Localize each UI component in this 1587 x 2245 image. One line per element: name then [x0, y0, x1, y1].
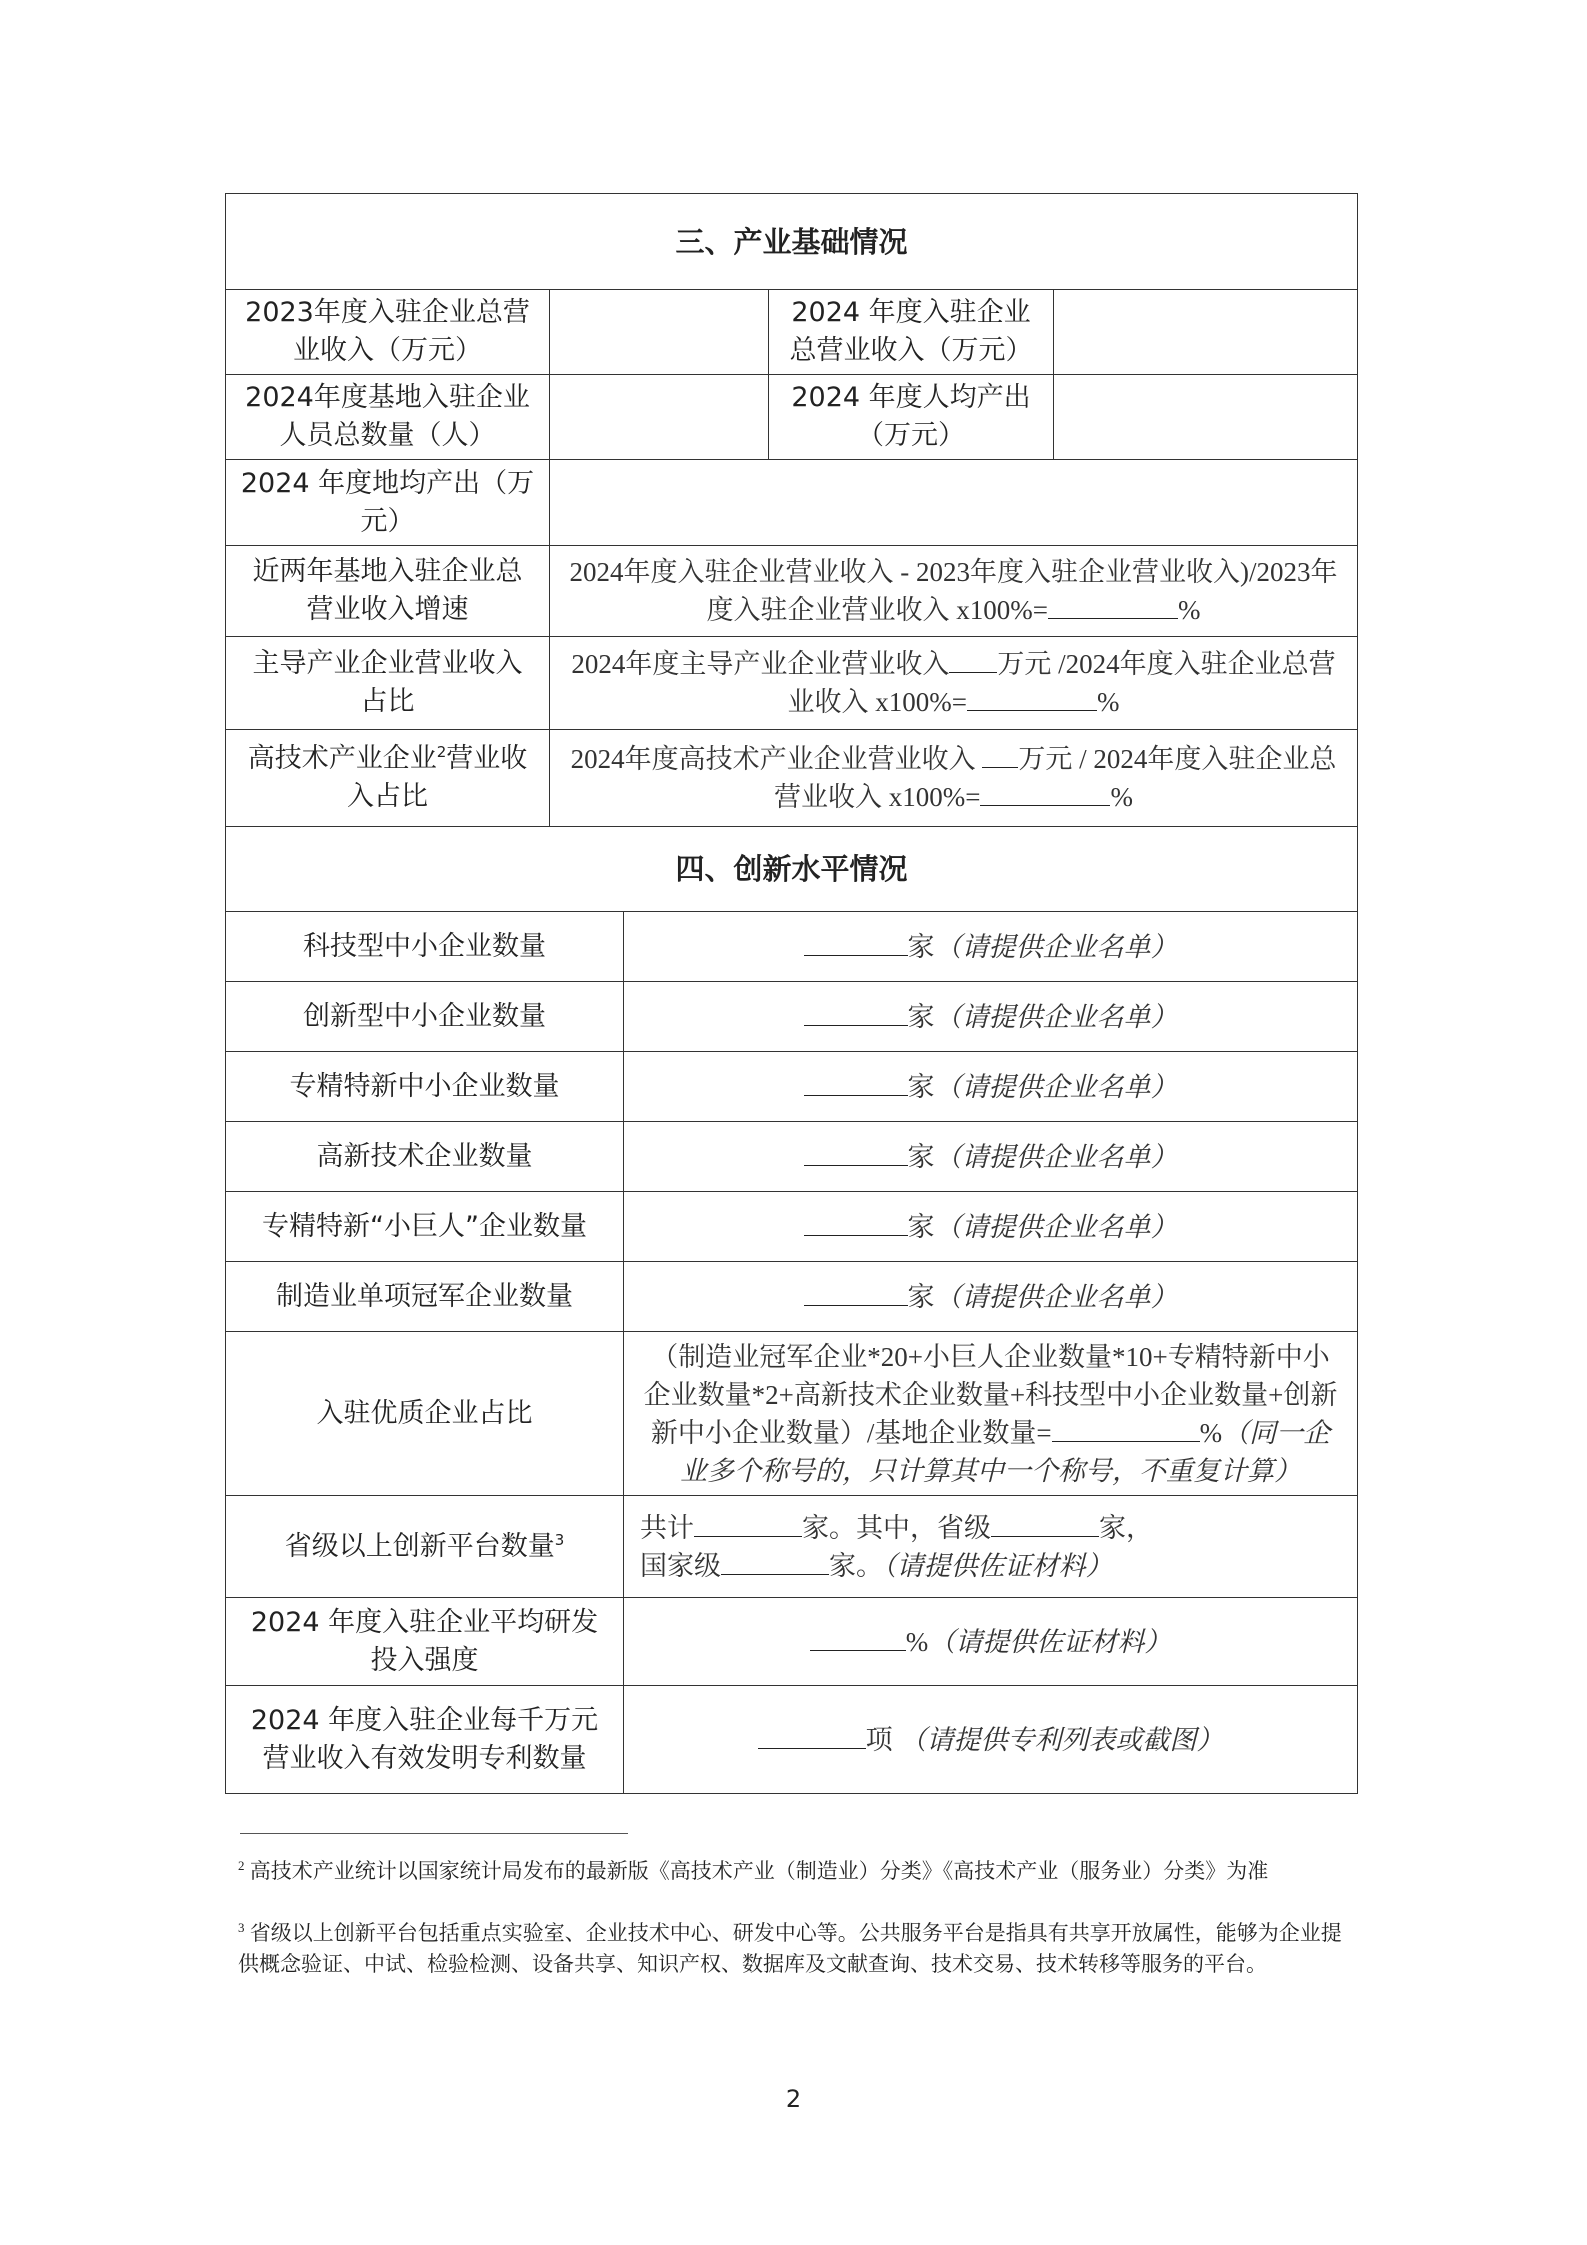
leading-share-label: 主导产业企业营业收入占比 [225, 636, 550, 730]
count-row-value: 家（请提供企业名单） [623, 1121, 1358, 1192]
rd-intensity-blank[interactable] [810, 1649, 906, 1651]
revenue-2023-value[interactable] [549, 289, 769, 375]
growth-formula: 2024年度入驻企业营业收入 - 2023年度入驻企业营业收入)/2023年度入驻企业营业收入 x100%= % [549, 545, 1358, 637]
patent-count-blank[interactable] [758, 1747, 866, 1749]
per-capita-output-label: 2024 年度人均产出（万元） [768, 374, 1054, 460]
footnote-3: $^3$ 省级以上创新平台包括重点实验室、企业技术中心、研发中心等。公共服务平台是指具有共享开放属性，能够为企业提供概念验证、中试、检验检测、设备共享、知识产权、数据库及文献查询、技术交易、技术转移等服务的平台。 [238, 1920, 1342, 1976]
platform-count-label: 省级以上创新平台数量$^3$ [225, 1495, 624, 1598]
footnote-ref-3[interactable]: 3 [554, 1530, 565, 1549]
quality-share-label: 入驻优质企业占比 [225, 1331, 624, 1496]
platform-total-blank[interactable] [694, 1535, 802, 1537]
revenue-2023-label: 2023年度入驻企业总营业收入（万元） [225, 289, 550, 375]
per-capita-output-value[interactable] [1053, 374, 1358, 460]
staff-count-value[interactable] [549, 374, 769, 460]
growth-blank[interactable] [1048, 617, 1178, 619]
leading-share-blank[interactable] [967, 709, 1097, 711]
hightech-share-formula: 2024年度高技术产业企业营业收入 万元 / 2024年度入驻企业总营业收入 x100%= % [549, 729, 1358, 827]
quality-share-blank[interactable] [1052, 1440, 1200, 1442]
footnote-separator [240, 1833, 628, 1834]
revenue-2024-value[interactable] [1053, 289, 1358, 375]
land-output-value[interactable] [549, 459, 1358, 546]
quality-share-formula: （制造业冠军企业*20+小巨人企业数量*10+专精特新中小企业数量*2+高新技术企业数量+科技型中小企业数量+创新新中小企业数量）/基地企业数量= %（同一企业多个称号的，只计算其中一个称号，不重复计算） [623, 1331, 1358, 1496]
count-blank[interactable] [804, 1094, 908, 1096]
count-row-value: 家（请提供企业名单） [623, 1051, 1358, 1122]
count-blank[interactable] [804, 1304, 908, 1306]
count-row-value: 家（请提供企业名单） [623, 981, 1358, 1052]
page-number: 2 [785, 2085, 802, 2113]
leading-revenue-blank[interactable] [949, 671, 997, 673]
count-row-label: 专精特新“小巨人”企业数量 [225, 1191, 624, 1262]
count-row-label: 创新型中小企业数量 [225, 981, 624, 1052]
platform-count-content: 共计 家。其中，省级 家， 国家级 家。（请提供佐证材料） [623, 1495, 1358, 1598]
count-blank[interactable] [804, 954, 908, 956]
rd-intensity-content: %（请提供佐证材料） [623, 1597, 1358, 1686]
hightech-share-label: 高技术产业企业$^2$营业收入占比 [225, 729, 550, 827]
count-row-label: 高新技术企业数量 [225, 1121, 624, 1192]
count-blank[interactable] [804, 1234, 908, 1236]
staff-count-label: 2024年度基地入驻企业人员总数量（人） [225, 374, 550, 460]
patent-count-content: 项 （请提供专利列表或截图） [623, 1685, 1358, 1794]
count-row-label: 科技型中小企业数量 [225, 911, 624, 982]
count-blank[interactable] [804, 1024, 908, 1026]
count-row-value: 家（请提供企业名单） [623, 1191, 1358, 1262]
revenue-2024-label: 2024 年度入驻企业总营业收入（万元） [768, 289, 1054, 375]
footnote-2: $^2$ 高技术产业统计以国家统计局发布的最新版《高技术产业（制造业）分类》《高技术产业（服务业）分类》为准 [238, 1858, 1269, 1883]
section3-title: 三、产业基础情况 [225, 193, 1358, 290]
count-row-value: 家（请提供企业名单） [623, 911, 1358, 982]
count-row-label: 专精特新中小企业数量 [225, 1051, 624, 1122]
count-row-label: 制造业单项冠军企业数量 [225, 1261, 624, 1332]
platform-national-blank[interactable] [721, 1573, 829, 1575]
hightech-share-blank[interactable] [980, 804, 1110, 806]
patent-count-label: 2024 年度入驻企业每千万元营业收入有效发明专利数量 [225, 1685, 624, 1794]
land-output-label: 2024 年度地均产出（万元） [225, 459, 550, 546]
growth-label: 近两年基地入驻企业总营业收入增速 [225, 545, 550, 637]
section4-title: 四、创新水平情况 [225, 826, 1358, 912]
hightech-revenue-blank[interactable] [982, 766, 1018, 768]
count-blank[interactable] [804, 1164, 908, 1166]
count-row-value: 家（请提供企业名单） [623, 1261, 1358, 1332]
rd-intensity-label: 2024 年度入驻企业平均研发投入强度 [225, 1597, 624, 1686]
footnote-ref-2[interactable]: 2 [436, 743, 447, 761]
platform-provincial-blank[interactable] [991, 1535, 1099, 1537]
leading-share-formula: 2024年度主导产业企业营业收入 万元 /2024年度入驻企业总营业收入 x100%= % [549, 636, 1358, 730]
